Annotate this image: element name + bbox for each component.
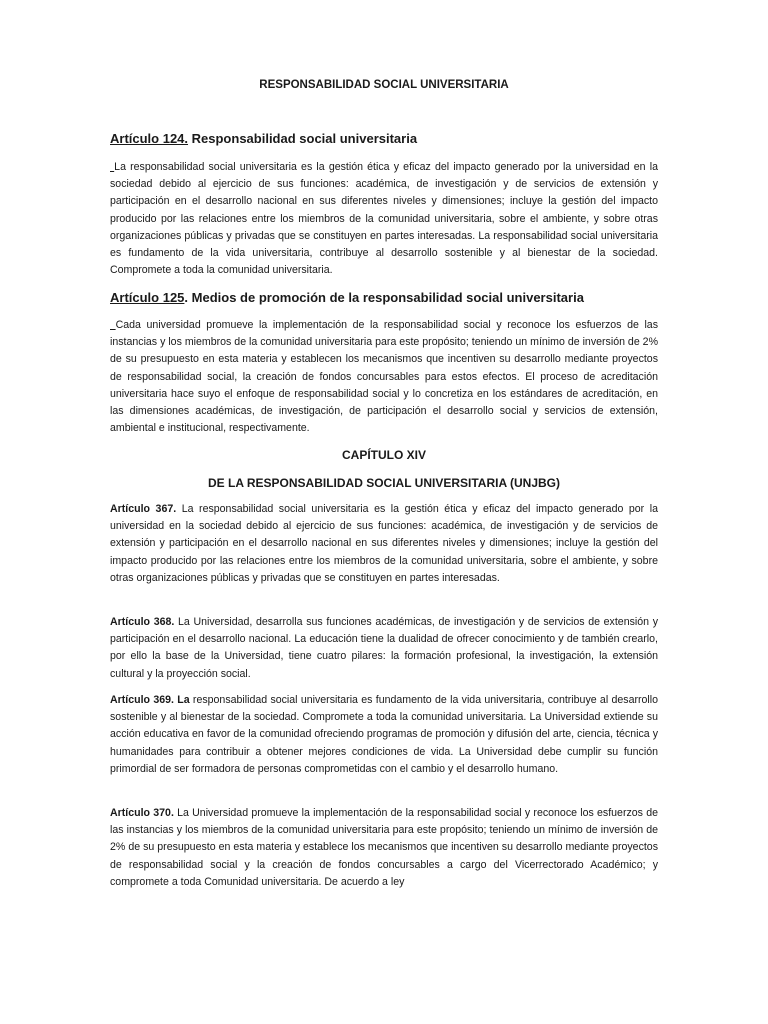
article-125-heading: [110, 290, 584, 305]
article-367-text: La responsabilidad social universitaria es la gestión ética y eficaz del impacto generado por la universidad en la sociedad debido al ejercicio de sus funciones: académica, de investigación y de servicios de extensión y participación en el desarrollo nacional en sus diferentes niveles y dimensiones; incluye la gestión del impacto producido por las relaciones entre los miembros de la comunidad universitaria, sobre el ambiente, y sobre otras organizaciones públicas y privadas que se constituyen en partes interesadas.: [110, 503, 658, 584]
article-369-text: responsabilidad social universitaria es fundamento de la vida universitaria, contribuye al desarrollo sostenible y al bienestar de la sociedad. Compromete a toda la comunidad universitaria. La Universidad extiende su acción educativa en favor de la comunidad ofreciendo programas de promoción y difusión del arte, ciencia, técnica y humanidades para contribuir a obtener mejores condiciones de vida. La Universidad debe cumplir su función primordial de ser formadora de personas comprometidas con el cambio y el desarrollo humano.: [110, 694, 659, 775]
article-368-lead: Artículo 368.: [110, 616, 175, 628]
article-124-paragraph: [110, 159, 658, 279]
article-125-number: Artículo 125: [110, 290, 185, 305]
article-369-paragraph: [110, 692, 658, 778]
article-125-paragraph: [110, 317, 658, 437]
article-368-text: La Universidad, desarrolla sus funciones académicas, de investigación y de servicios de extensión y participación en el desarrollo nacional. La educación tiene la dualidad de ofrecer conocimiento y de también crearlo, por ello la base de la Universidad, tiene cuatro pilares: la formación profesional, la investigación, la extensión cultural y la proyección social.: [110, 616, 658, 680]
article-367-paragraph: [110, 501, 658, 587]
chapter-title: DE LA RESPONSABILIDAD SOCIAL UNIVERSITARIA (UNJBG): [207, 476, 561, 490]
article-124-heading: [110, 131, 417, 146]
article-124-number: Artículo 124.: [110, 131, 189, 146]
article-125-text: Cada universidad promueve la implementación de la responsabilidad social y reconoce los esfuerzos de las instancias y los miembros de la comunidad universitaria para este propósito; teniendo un mínimo de inversión de 2% de su presupuesto en esta materia y establecen los mecanismos que incentiven su desarrollo mediante proyectos de responsabilidad social, la creación de fondos concursables para estos efectos. El proceso de acreditación universitaria hace suyo el enfoque de responsabilidad social y lo concretiza en los estándares de acreditación, en las dimensiones académicas, de investigación, de participación el desarrollo social y servicios de extensión, ambiental e institucional, respectivamente.: [110, 319, 658, 435]
article-369-lead: Artículo 369. La: [110, 694, 190, 706]
article-124-text: La responsabilidad social universitaria es la gestión ética y eficaz del impacto generado por la universidad en la sociedad debido al ejercicio de sus funciones: académica, de investigación y de servicios de extensión y participación en el desarrollo nacional en sus diferentes niveles y dimensiones; incluye la gestión del impacto producido por las relaciones entre los miembros de la comunidad universitaria, sobre el ambiente, y sobre otras organizaciones públicas y privadas que se constituyen en partes interesadas. La responsabilidad social universitaria es fundamento de la vida universitaria, contribuye al desarrollo sostenible y al bienestar de la sociedad. Compromete a toda la comunidad universitaria.: [110, 161, 658, 277]
article-124-title: Responsabilidad social universitaria: [188, 131, 418, 146]
article-368-paragraph: [110, 614, 658, 683]
article-370-paragraph: [110, 805, 658, 891]
article-367-lead: Artículo 367.: [110, 503, 177, 515]
document-title: RESPONSABILIDAD SOCIAL UNIVERSITARIA: [259, 79, 509, 91]
article-125-title: . Medios de promoción de la responsabilidad social universitaria: [184, 290, 584, 305]
article-370-lead: Artículo 370.: [110, 807, 174, 819]
article-370-text: La Universidad promueve la implementación de la responsabilidad social y reconoce los esfuerzos de las instancias y los miembros de la comunidad universitaria para este propósito; teniendo un mínimo de inversión de 2% de su presupuesto en esta materia y establece los mecanismos que incentiven su desarrollo mediante proyectos de responsabilidad social y la creación de fondos concursables a cargo del Vicerrectorado Académico; y compromete a toda Comunidad universitaria. De acuerdo a ley: [110, 807, 658, 888]
chapter-number: CAPÍTULO XIV: [341, 448, 426, 462]
